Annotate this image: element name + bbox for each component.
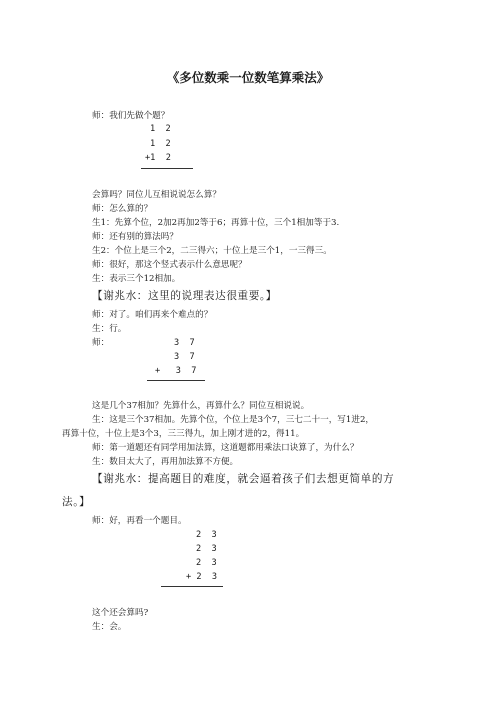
addition-row-2: 2 3 xyxy=(196,544,217,554)
sum-line xyxy=(161,586,223,587)
addition-row-3: + 3 7 xyxy=(155,366,197,376)
addition-row-2: 1 2 xyxy=(150,139,171,149)
sum-line xyxy=(141,168,193,169)
addition-row-3: +1 2 xyxy=(145,153,171,163)
dialog-line: 生：行。 xyxy=(92,324,127,334)
teacher-comment: 【谢兆水：这里的说理表达很重要。】 xyxy=(92,290,277,302)
dialog-line: 再算十位，十位上是3个3，三三得九，加上刚才进的2，得11。 xyxy=(62,429,305,439)
dialog-line: 师：对了。咱们再来个难点的？ xyxy=(92,310,213,320)
dialog-line: 生：数目太大了，再用加法算不方便。 xyxy=(92,457,239,467)
addition-row-1: 2 3 xyxy=(196,530,217,540)
dialog-line: 会算吗？同位儿互相说说怎么算？ xyxy=(92,190,221,200)
dialog-line: 生1：先算个位，2加2再加2等于6；再算十位，三个1相加等于3. xyxy=(92,218,340,228)
dialog-line: 生2：个位上是三个2，二三得六；十位上是三个1，一三得三。 xyxy=(92,246,332,256)
addition-row-4: + 2 3 xyxy=(186,572,218,582)
dialog-line: 师：第一道题还有同学用加法算，这道题都用乘法口诀算了，为什么？ xyxy=(92,443,359,453)
dialog-line: 这是几个37相加？先算什么，再算什么？同位互相说说。 xyxy=(92,401,310,411)
teacher-comment: 【谢兆水：提高题目的难度，就会逼着孩子们去想更简单的方 xyxy=(92,473,395,485)
sum-line xyxy=(147,380,205,381)
addition-row-2: 3 7 xyxy=(174,352,195,362)
dialog-line: 生：这是三个37相加。先算个位，个位上是3个7，三七二十一，写1进2， xyxy=(92,415,375,425)
addition-row-1: 1 2 xyxy=(150,124,171,134)
teacher-intro-line: 师：我们先做个题？ xyxy=(92,111,170,121)
dialog-line: 师：很好，那这个竖式表示什么意思呢？ xyxy=(92,260,247,270)
dialog-line: 生：会。 xyxy=(92,622,127,632)
dialog-line: 生：表示三个12相加。 xyxy=(92,274,181,284)
addition-row-1: 3 7 xyxy=(174,338,195,348)
addition-row-3: 2 3 xyxy=(196,558,217,568)
dialog-line: 这个还会算吗? xyxy=(92,608,149,618)
dialog-line: 师： xyxy=(92,338,110,348)
dialog-line: 师：好，再看一个题目。 xyxy=(92,516,187,526)
dialog-line: 师：还有别的算法吗？ xyxy=(92,232,178,242)
teacher-comment-continued: 法。】 xyxy=(62,496,91,508)
document-title: 《多位数乘一位数笔算乘法》 xyxy=(166,70,330,85)
dialog-line: 师：怎么算的？ xyxy=(92,204,153,214)
